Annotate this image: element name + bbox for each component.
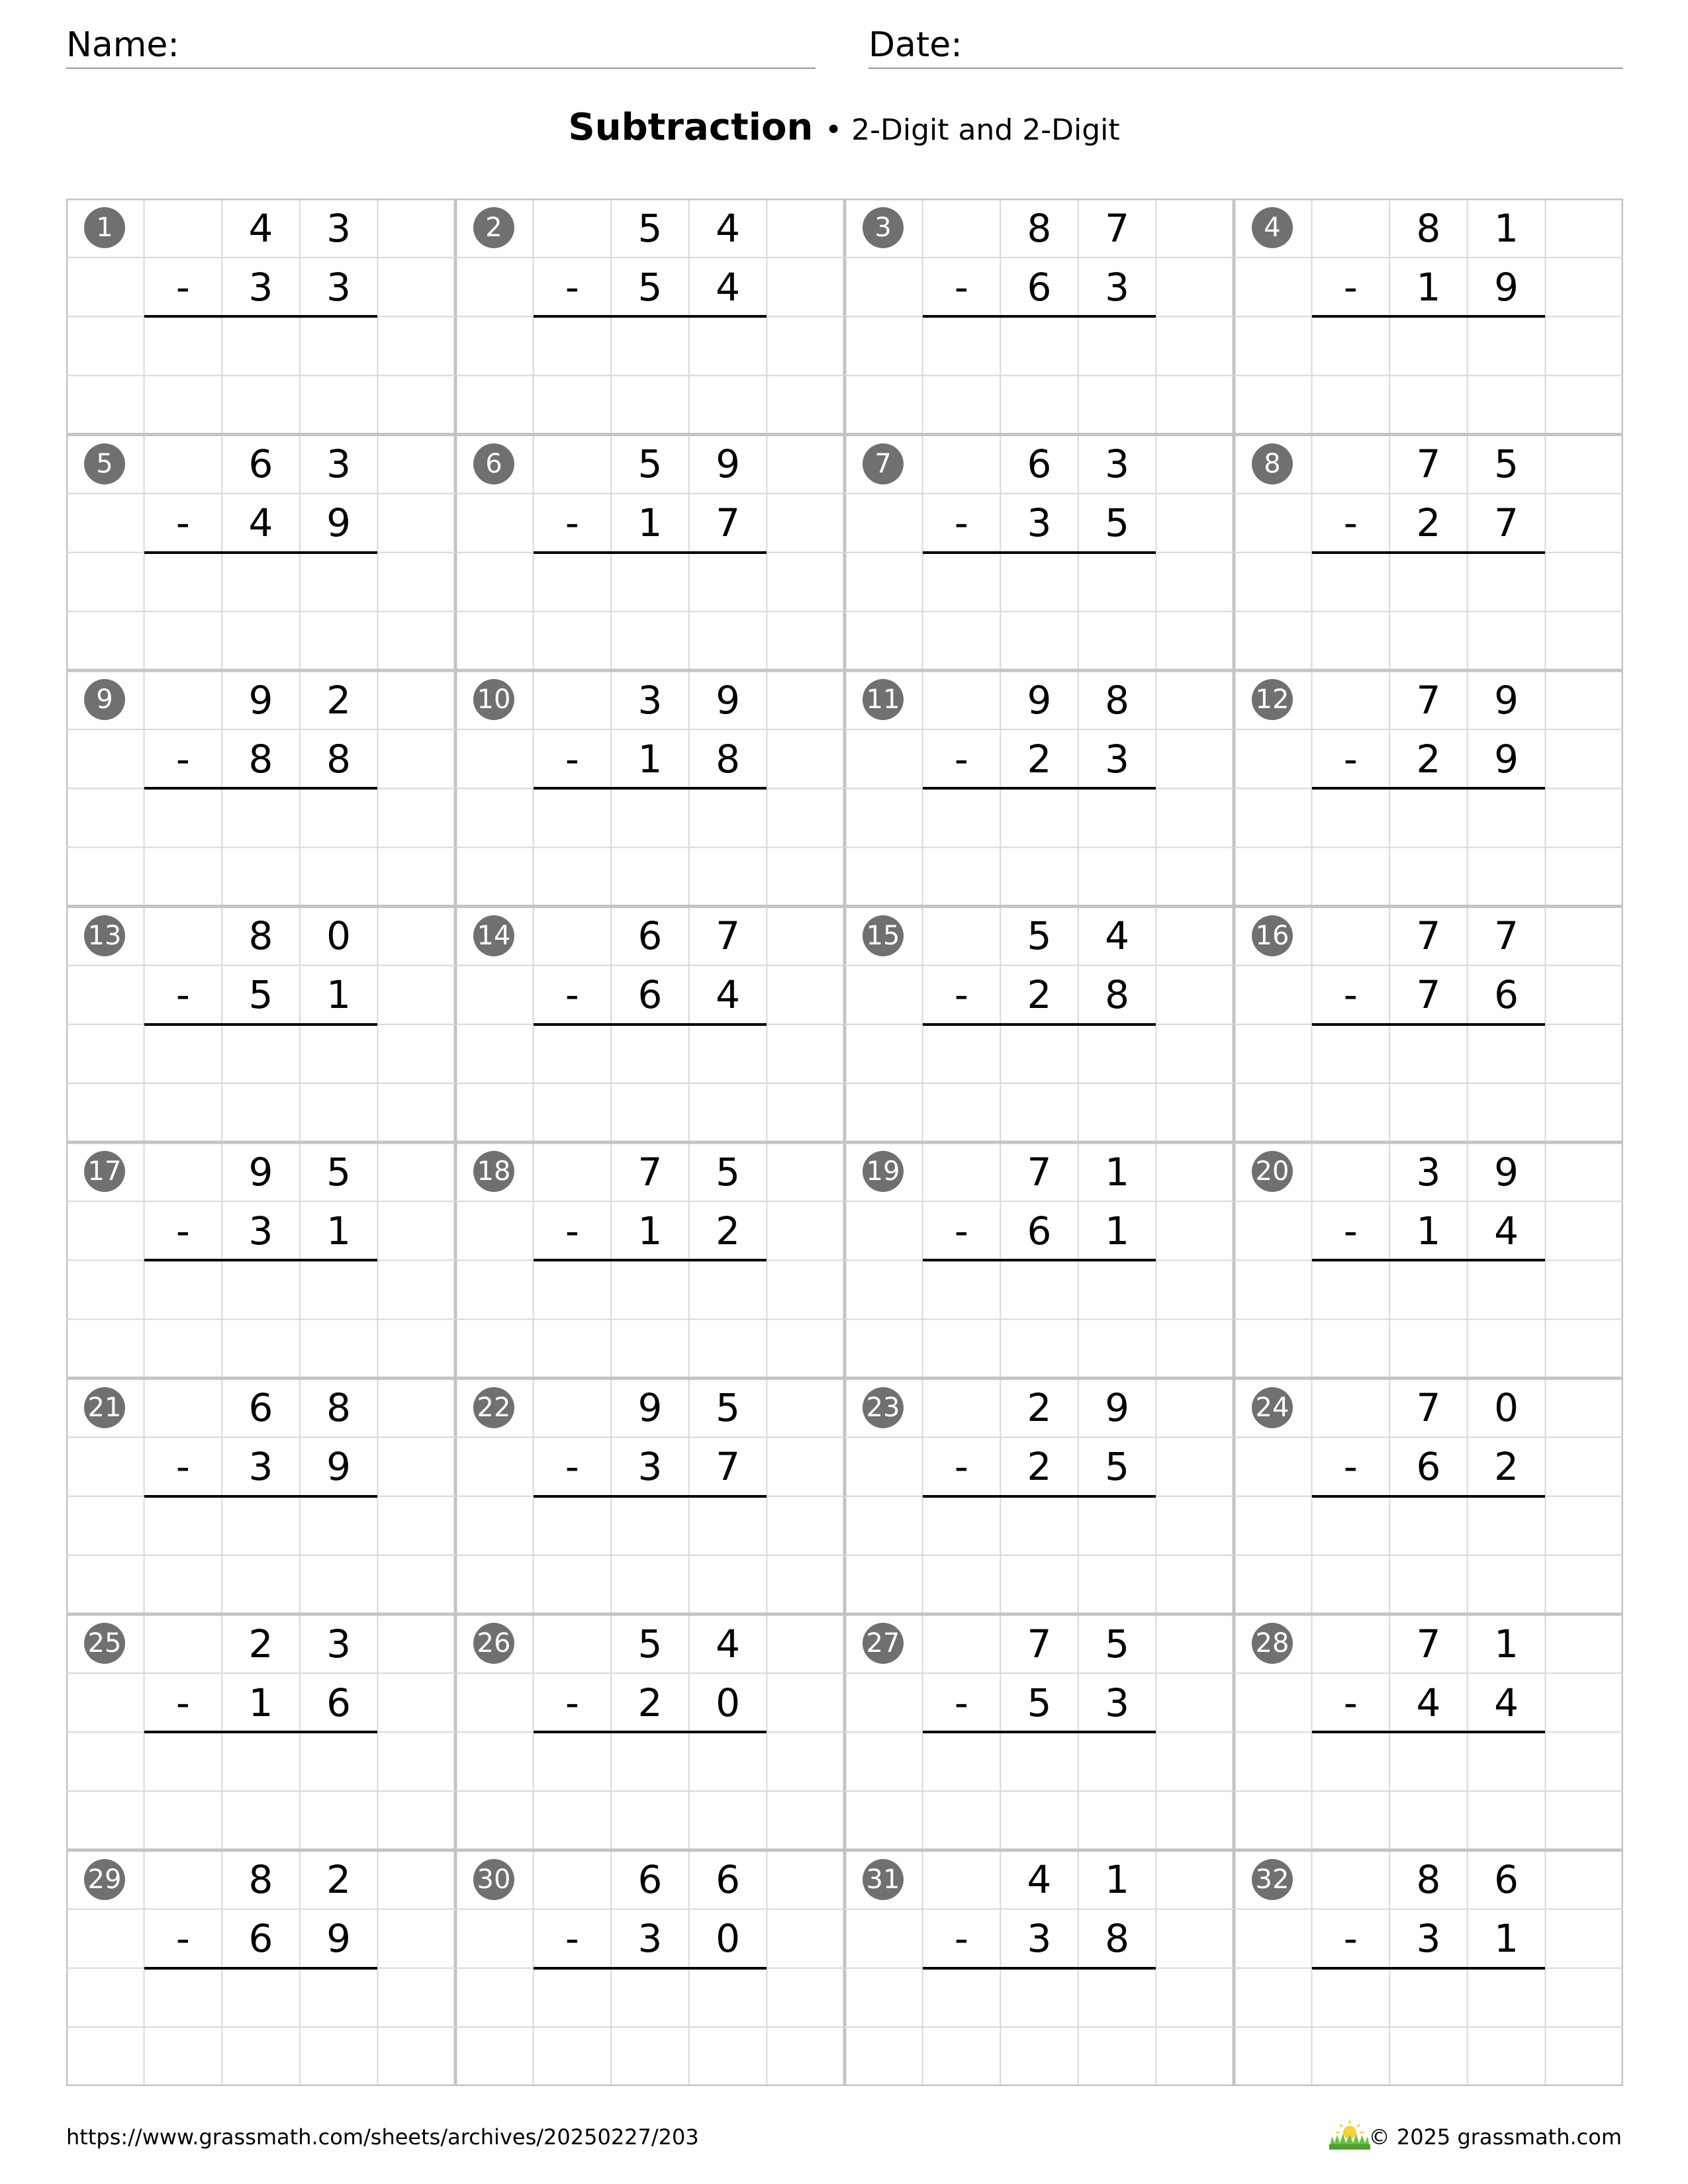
minus-sign: - bbox=[1343, 972, 1358, 1018]
problem-number: 12 bbox=[1252, 679, 1293, 720]
minus-sign: - bbox=[1343, 1916, 1358, 1962]
subtrahend-tens-digit: 1 bbox=[1416, 1208, 1441, 1253]
problem-grid bbox=[66, 199, 1623, 2086]
answer-line bbox=[534, 1967, 767, 1970]
minus-sign: - bbox=[175, 500, 190, 546]
subtrahend-tens-digit: 3 bbox=[637, 1444, 663, 1490]
minuend-ones-digit: 8 bbox=[326, 1385, 352, 1431]
problem-number: 9 bbox=[84, 679, 125, 720]
subtrahend-tens-digit: 2 bbox=[1027, 736, 1052, 782]
answer-line bbox=[144, 787, 378, 790]
subtrahend-ones-digit: 2 bbox=[716, 1208, 741, 1253]
minus-sign: - bbox=[1343, 736, 1358, 782]
answer-line bbox=[144, 1495, 378, 1498]
minuend-tens-digit: 8 bbox=[1416, 205, 1441, 251]
minuend-ones-digit: 9 bbox=[1105, 1385, 1130, 1431]
problem-number: 22 bbox=[473, 1387, 514, 1428]
problem-number: 19 bbox=[863, 1151, 904, 1192]
answer-line bbox=[534, 551, 767, 554]
subtrahend-ones-digit: 9 bbox=[326, 1916, 352, 1962]
answer-line bbox=[534, 1495, 767, 1498]
subtrahend-ones-digit: 1 bbox=[326, 1208, 352, 1253]
minus-sign: - bbox=[175, 1208, 190, 1253]
minus-sign: - bbox=[954, 264, 968, 310]
minuend-tens-digit: 9 bbox=[637, 1385, 663, 1431]
subtrahend-tens-digit: 2 bbox=[1027, 972, 1052, 1018]
answer-line bbox=[534, 315, 767, 318]
minuend-ones-digit: 0 bbox=[326, 913, 352, 959]
minus-sign: - bbox=[954, 1680, 968, 1725]
minuend-tens-digit: 5 bbox=[637, 205, 663, 251]
minus-sign: - bbox=[1343, 1208, 1358, 1253]
subtrahend-tens-digit: 2 bbox=[1416, 500, 1441, 546]
subtrahend-ones-digit: 4 bbox=[1494, 1208, 1519, 1253]
minus-sign: - bbox=[954, 1444, 968, 1490]
subtrahend-ones-digit: 7 bbox=[1494, 500, 1519, 546]
answer-line bbox=[144, 315, 378, 318]
subtrahend-ones-digit: 0 bbox=[716, 1680, 741, 1725]
subtrahend-tens-digit: 7 bbox=[1416, 972, 1441, 1018]
minuend-ones-digit: 9 bbox=[1494, 1149, 1519, 1195]
subtrahend-ones-digit: 9 bbox=[1494, 264, 1519, 310]
problem-number: 4 bbox=[1252, 207, 1293, 248]
subtrahend-ones-digit: 6 bbox=[1494, 972, 1519, 1018]
answer-line bbox=[144, 1731, 378, 1733]
problem-number: 8 bbox=[1252, 443, 1293, 484]
minuend-tens-digit: 6 bbox=[248, 441, 273, 487]
minuend-ones-digit: 3 bbox=[326, 1621, 352, 1666]
answer-line bbox=[1312, 787, 1546, 790]
subtrahend-ones-digit: 3 bbox=[1105, 1680, 1130, 1725]
answer-line bbox=[923, 787, 1156, 790]
minuend-tens-digit: 7 bbox=[1416, 1385, 1441, 1431]
problem-number: 28 bbox=[1252, 1623, 1293, 1664]
problem-number: 7 bbox=[863, 443, 904, 484]
subtrahend-ones-digit: 6 bbox=[326, 1680, 352, 1725]
problem-number: 6 bbox=[473, 443, 514, 484]
problem-number: 11 bbox=[863, 679, 904, 720]
problem-number: 26 bbox=[473, 1623, 514, 1664]
minus-sign: - bbox=[565, 972, 579, 1018]
minuend-tens-digit: 7 bbox=[1027, 1621, 1052, 1666]
minuend-ones-digit: 7 bbox=[1105, 205, 1130, 251]
minus-sign: - bbox=[1343, 264, 1358, 310]
minuend-tens-digit: 4 bbox=[1027, 1857, 1052, 1903]
minus-sign: - bbox=[175, 1916, 190, 1962]
minus-sign: - bbox=[565, 736, 579, 782]
subtrahend-ones-digit: 9 bbox=[326, 500, 352, 546]
subtrahend-ones-digit: 3 bbox=[1105, 736, 1130, 782]
minuend-tens-digit: 9 bbox=[248, 677, 273, 723]
minus-sign: - bbox=[565, 1680, 579, 1725]
subtrahend-tens-digit: 1 bbox=[1416, 264, 1441, 310]
minuend-tens-digit: 7 bbox=[637, 1149, 663, 1195]
subtrahend-ones-digit: 3 bbox=[1105, 264, 1130, 310]
subtrahend-ones-digit: 5 bbox=[1105, 500, 1130, 546]
name-label: Name: bbox=[66, 25, 179, 65]
subtrahend-ones-digit: 8 bbox=[1105, 1916, 1130, 1962]
minuend-tens-digit: 7 bbox=[1416, 441, 1441, 487]
minuend-ones-digit: 9 bbox=[1494, 677, 1519, 723]
problem-number: 20 bbox=[1252, 1151, 1293, 1192]
problem-number: 32 bbox=[1252, 1859, 1293, 1900]
subtrahend-tens-digit: 8 bbox=[248, 736, 273, 782]
subtrahend-ones-digit: 8 bbox=[716, 736, 741, 782]
answer-line bbox=[144, 551, 378, 554]
title-main: Subtraction bbox=[568, 106, 814, 149]
minus-sign: - bbox=[1343, 1680, 1358, 1725]
minuend-ones-digit: 0 bbox=[1494, 1385, 1519, 1431]
minus-sign: - bbox=[175, 972, 190, 1018]
subtrahend-ones-digit: 9 bbox=[326, 1444, 352, 1490]
subtrahend-tens-digit: 1 bbox=[248, 1680, 273, 1725]
minuend-tens-digit: 8 bbox=[248, 913, 273, 959]
subtrahend-tens-digit: 5 bbox=[1027, 1680, 1052, 1725]
problem-number: 18 bbox=[473, 1151, 514, 1192]
answer-line bbox=[923, 1023, 1156, 1026]
problem-number: 24 bbox=[1252, 1387, 1293, 1428]
minuend-ones-digit: 9 bbox=[716, 677, 741, 723]
subtrahend-ones-digit: 4 bbox=[1494, 1680, 1519, 1725]
problem-number: 14 bbox=[473, 915, 514, 956]
subtrahend-ones-digit: 1 bbox=[326, 972, 352, 1018]
subtrahend-tens-digit: 6 bbox=[1416, 1444, 1441, 1490]
minus-sign: - bbox=[565, 264, 579, 310]
subtrahend-tens-digit: 1 bbox=[637, 736, 663, 782]
minuend-tens-digit: 5 bbox=[1027, 913, 1052, 959]
problem-number: 23 bbox=[863, 1387, 904, 1428]
minuend-ones-digit: 1 bbox=[1105, 1149, 1130, 1195]
answer-line bbox=[534, 1259, 767, 1261]
minuend-ones-digit: 2 bbox=[326, 1857, 352, 1903]
minuend-ones-digit: 2 bbox=[326, 677, 352, 723]
answer-line bbox=[534, 787, 767, 790]
answer-line bbox=[144, 1259, 378, 1261]
answer-line bbox=[1312, 551, 1546, 554]
answer-line bbox=[1312, 1495, 1546, 1498]
minus-sign: - bbox=[565, 500, 579, 546]
subtrahend-tens-digit: 2 bbox=[1416, 736, 1441, 782]
minuend-tens-digit: 2 bbox=[1027, 1385, 1052, 1431]
problem-number: 1 bbox=[84, 207, 125, 248]
subtrahend-ones-digit: 2 bbox=[1494, 1444, 1519, 1490]
subtrahend-ones-digit: 5 bbox=[1105, 1444, 1130, 1490]
subtrahend-tens-digit: 5 bbox=[637, 264, 663, 310]
problem-number: 31 bbox=[863, 1859, 904, 1900]
problem-number: 2 bbox=[473, 207, 514, 248]
subtrahend-ones-digit: 1 bbox=[1105, 1208, 1130, 1253]
minuend-ones-digit: 6 bbox=[1494, 1857, 1519, 1903]
subtrahend-ones-digit: 1 bbox=[1494, 1916, 1519, 1962]
minuend-tens-digit: 8 bbox=[248, 1857, 273, 1903]
minuend-tens-digit: 5 bbox=[637, 1621, 663, 1666]
subtrahend-tens-digit: 3 bbox=[1416, 1916, 1441, 1962]
problem-number: 25 bbox=[84, 1623, 125, 1664]
subtrahend-tens-digit: 1 bbox=[637, 500, 663, 546]
subtrahend-tens-digit: 6 bbox=[1027, 1208, 1052, 1253]
minuend-ones-digit: 5 bbox=[716, 1385, 741, 1431]
minuend-ones-digit: 1 bbox=[1105, 1857, 1130, 1903]
footer-copyright: © 2025 grassmath.com bbox=[1368, 2124, 1622, 2150]
minus-sign: - bbox=[954, 500, 968, 546]
title-subtitle: • 2-Digit and 2-Digit bbox=[825, 113, 1120, 147]
minuend-tens-digit: 4 bbox=[248, 205, 273, 251]
subtrahend-tens-digit: 1 bbox=[637, 1208, 663, 1253]
answer-line bbox=[144, 1023, 378, 1026]
minuend-tens-digit: 2 bbox=[248, 1621, 273, 1666]
subtrahend-ones-digit: 8 bbox=[326, 736, 352, 782]
answer-line bbox=[1312, 1259, 1546, 1261]
minuend-tens-digit: 9 bbox=[1027, 677, 1052, 723]
minus-sign: - bbox=[954, 972, 968, 1018]
problem-number: 30 bbox=[473, 1859, 514, 1900]
minuend-ones-digit: 6 bbox=[716, 1857, 741, 1903]
problem-number: 21 bbox=[84, 1387, 125, 1428]
subtrahend-tens-digit: 6 bbox=[637, 972, 663, 1018]
subtrahend-tens-digit: 4 bbox=[248, 500, 273, 546]
minuend-tens-digit: 7 bbox=[1416, 677, 1441, 723]
minuend-ones-digit: 1 bbox=[1494, 1621, 1519, 1666]
subtrahend-ones-digit: 7 bbox=[716, 500, 741, 546]
answer-line bbox=[1312, 1023, 1546, 1026]
answer-line bbox=[923, 1495, 1156, 1498]
minuend-ones-digit: 8 bbox=[1105, 677, 1130, 723]
problem-number: 17 bbox=[84, 1151, 125, 1192]
subtrahend-ones-digit: 3 bbox=[326, 264, 352, 310]
name-line bbox=[66, 68, 816, 69]
problem-number: 15 bbox=[863, 915, 904, 956]
minus-sign: - bbox=[175, 1680, 190, 1725]
problem-number: 27 bbox=[863, 1623, 904, 1664]
subtrahend-tens-digit: 3 bbox=[248, 1208, 273, 1253]
minuend-ones-digit: 9 bbox=[716, 441, 741, 487]
minuend-ones-digit: 4 bbox=[716, 205, 741, 251]
subtrahend-tens-digit: 3 bbox=[637, 1916, 663, 1962]
subtrahend-ones-digit: 4 bbox=[716, 972, 741, 1018]
minuend-tens-digit: 5 bbox=[637, 441, 663, 487]
minuend-tens-digit: 7 bbox=[1416, 913, 1441, 959]
minus-sign: - bbox=[1343, 500, 1358, 546]
subtrahend-tens-digit: 6 bbox=[1027, 264, 1052, 310]
subtrahend-tens-digit: 2 bbox=[637, 1680, 663, 1725]
subtrahend-ones-digit: 4 bbox=[716, 264, 741, 310]
answer-line bbox=[923, 315, 1156, 318]
subtrahend-tens-digit: 3 bbox=[248, 264, 273, 310]
problem-number: 10 bbox=[473, 679, 514, 720]
minuend-tens-digit: 9 bbox=[248, 1149, 273, 1195]
minuend-ones-digit: 3 bbox=[326, 441, 352, 487]
minuend-tens-digit: 6 bbox=[248, 1385, 273, 1431]
minuend-ones-digit: 5 bbox=[716, 1149, 741, 1195]
subtrahend-tens-digit: 6 bbox=[248, 1916, 273, 1962]
subtrahend-ones-digit: 0 bbox=[716, 1916, 741, 1962]
answer-line bbox=[923, 1259, 1156, 1261]
problem-number: 29 bbox=[84, 1859, 125, 1900]
worksheet-title bbox=[0, 106, 1688, 149]
minuend-ones-digit: 7 bbox=[1494, 913, 1519, 959]
subtrahend-ones-digit: 9 bbox=[1494, 736, 1519, 782]
minuend-ones-digit: 4 bbox=[716, 1621, 741, 1666]
answer-line bbox=[144, 1967, 378, 1970]
minus-sign: - bbox=[175, 264, 190, 310]
subtrahend-tens-digit: 3 bbox=[248, 1444, 273, 1490]
minuend-ones-digit: 3 bbox=[326, 205, 352, 251]
minuend-tens-digit: 6 bbox=[637, 913, 663, 959]
answer-line bbox=[1312, 315, 1546, 318]
minus-sign: - bbox=[565, 1444, 579, 1490]
problem-number: 3 bbox=[863, 207, 904, 248]
subtrahend-tens-digit: 3 bbox=[1027, 500, 1052, 546]
minus-sign: - bbox=[565, 1208, 579, 1253]
minuend-tens-digit: 3 bbox=[1416, 1149, 1441, 1195]
minuend-tens-digit: 8 bbox=[1027, 205, 1052, 251]
answer-line bbox=[923, 1967, 1156, 1970]
answer-line bbox=[534, 1731, 767, 1733]
minuend-ones-digit: 5 bbox=[1494, 441, 1519, 487]
minuend-ones-digit: 4 bbox=[1105, 913, 1130, 959]
footer-url: https://www.grassmath.com/sheets/archives/20250227/203 bbox=[66, 2124, 699, 2150]
minuend-tens-digit: 8 bbox=[1416, 1857, 1441, 1903]
grass-sun-logo-icon bbox=[1328, 2119, 1372, 2150]
minus-sign: - bbox=[175, 1444, 190, 1490]
subtrahend-tens-digit: 4 bbox=[1416, 1680, 1441, 1725]
date-line bbox=[868, 68, 1623, 69]
subtrahend-tens-digit: 3 bbox=[1027, 1916, 1052, 1962]
minuend-tens-digit: 3 bbox=[637, 677, 663, 723]
minus-sign: - bbox=[954, 1916, 968, 1962]
minus-sign: - bbox=[954, 736, 968, 782]
problem-number: 13 bbox=[84, 915, 125, 956]
minuend-tens-digit: 6 bbox=[1027, 441, 1052, 487]
subtrahend-tens-digit: 2 bbox=[1027, 1444, 1052, 1490]
minuend-ones-digit: 1 bbox=[1494, 205, 1519, 251]
minus-sign: - bbox=[565, 1916, 579, 1962]
subtrahend-ones-digit: 8 bbox=[1105, 972, 1130, 1018]
minuend-ones-digit: 7 bbox=[716, 913, 741, 959]
subtrahend-ones-digit: 7 bbox=[716, 1444, 741, 1490]
answer-line bbox=[534, 1023, 767, 1026]
date-label: Date: bbox=[868, 25, 962, 65]
subtrahend-tens-digit: 5 bbox=[248, 972, 273, 1018]
minus-sign: - bbox=[175, 736, 190, 782]
answer-line bbox=[923, 1731, 1156, 1733]
minuend-tens-digit: 7 bbox=[1027, 1149, 1052, 1195]
answer-line bbox=[923, 551, 1156, 554]
minuend-ones-digit: 5 bbox=[1105, 1621, 1130, 1666]
minuend-ones-digit: 5 bbox=[326, 1149, 352, 1195]
minuend-ones-digit: 3 bbox=[1105, 441, 1130, 487]
minuend-tens-digit: 6 bbox=[637, 1857, 663, 1903]
minus-sign: - bbox=[954, 1208, 968, 1253]
problem-number: 5 bbox=[84, 443, 125, 484]
problem-number: 16 bbox=[1252, 915, 1293, 956]
minus-sign: - bbox=[1343, 1444, 1358, 1490]
answer-line bbox=[1312, 1731, 1546, 1733]
minuend-tens-digit: 7 bbox=[1416, 1621, 1441, 1666]
answer-line bbox=[1312, 1967, 1546, 1970]
